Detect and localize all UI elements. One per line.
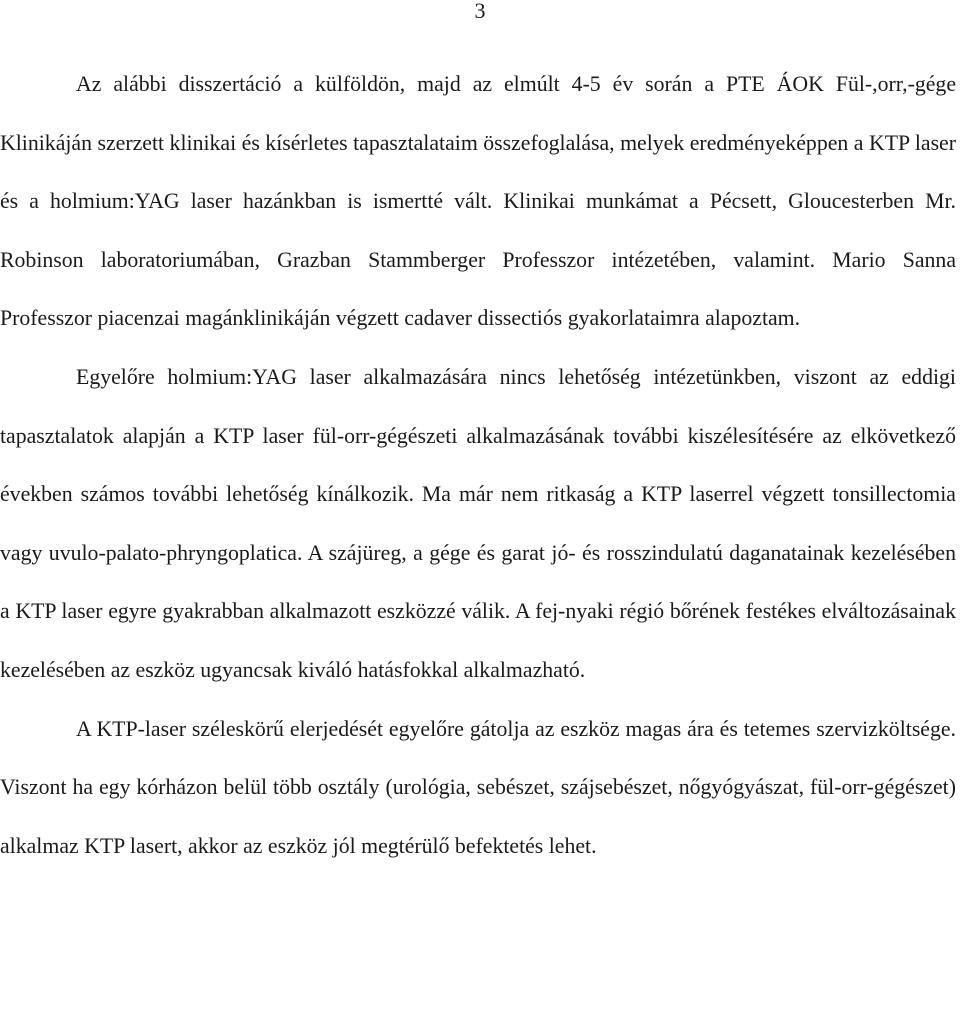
paragraph-2: Egyelőre holmium:YAG laser alkalmazására nincs lehetőség intézetünkben, viszont az eddigi tapasztalatok alapján a KTP laser fül-orr-gégészeti alkalmazásának további kiszélesítésére az elkövetkező években számos további lehetőség kínálkozik. Ma már nem ritkaság a KTP laserrel végzett tonsillectomia vagy uvulo-palato-phryngoplatica. A szájüreg, a gége és garat jó- és rosszindulatú daganatainak kezelésében a KTP laser egyre gyakrabban alkalmazott eszközzé válik. A fej-nyaki régió bőrének festékes elváltozásainak kezelésében az eszköz ugyancsak kiváló hatásfokkal alkalmazható. [0, 364, 956, 682]
page-number: 3 [474, 0, 486, 23]
document-body [0, 55, 956, 875]
paragraph-3: A KTP-laser széleskörű elerjedését egyelőre gátolja az eszköz magas ára és tetemes szervizköltsége. Viszont ha egy kórházon belül több osztály (urológia, sebészet, szájsebészet, nőgyógyászat, fül-orr-gégészet) alkalmaz KTP lasert, akkor az eszköz jól megtérülő befektetés lehet. [0, 716, 956, 858]
paragraph-1: Az alábbi disszertáció a külföldön, majd az elmúlt 4-5 év során a PTE ÁOK Fül-,orr,-gége Klinikáján szerzett klinikai és kísérletes tapasztalataim összefoglalása, melyek eredményeképpen a KTP laser és a holmium:YAG laser hazánkban is ismertté vált. Klinikai munkámat a Pécsett, Gloucesterben Mr. Robinson laboratoriumában, Grazban Stammberger Professzor intézetében, valamint. Mario Sanna Professzor piacenzai magánklinikáján végzett cadaver dissectiós gyakorlataimra alapoztam. [0, 72, 956, 331]
